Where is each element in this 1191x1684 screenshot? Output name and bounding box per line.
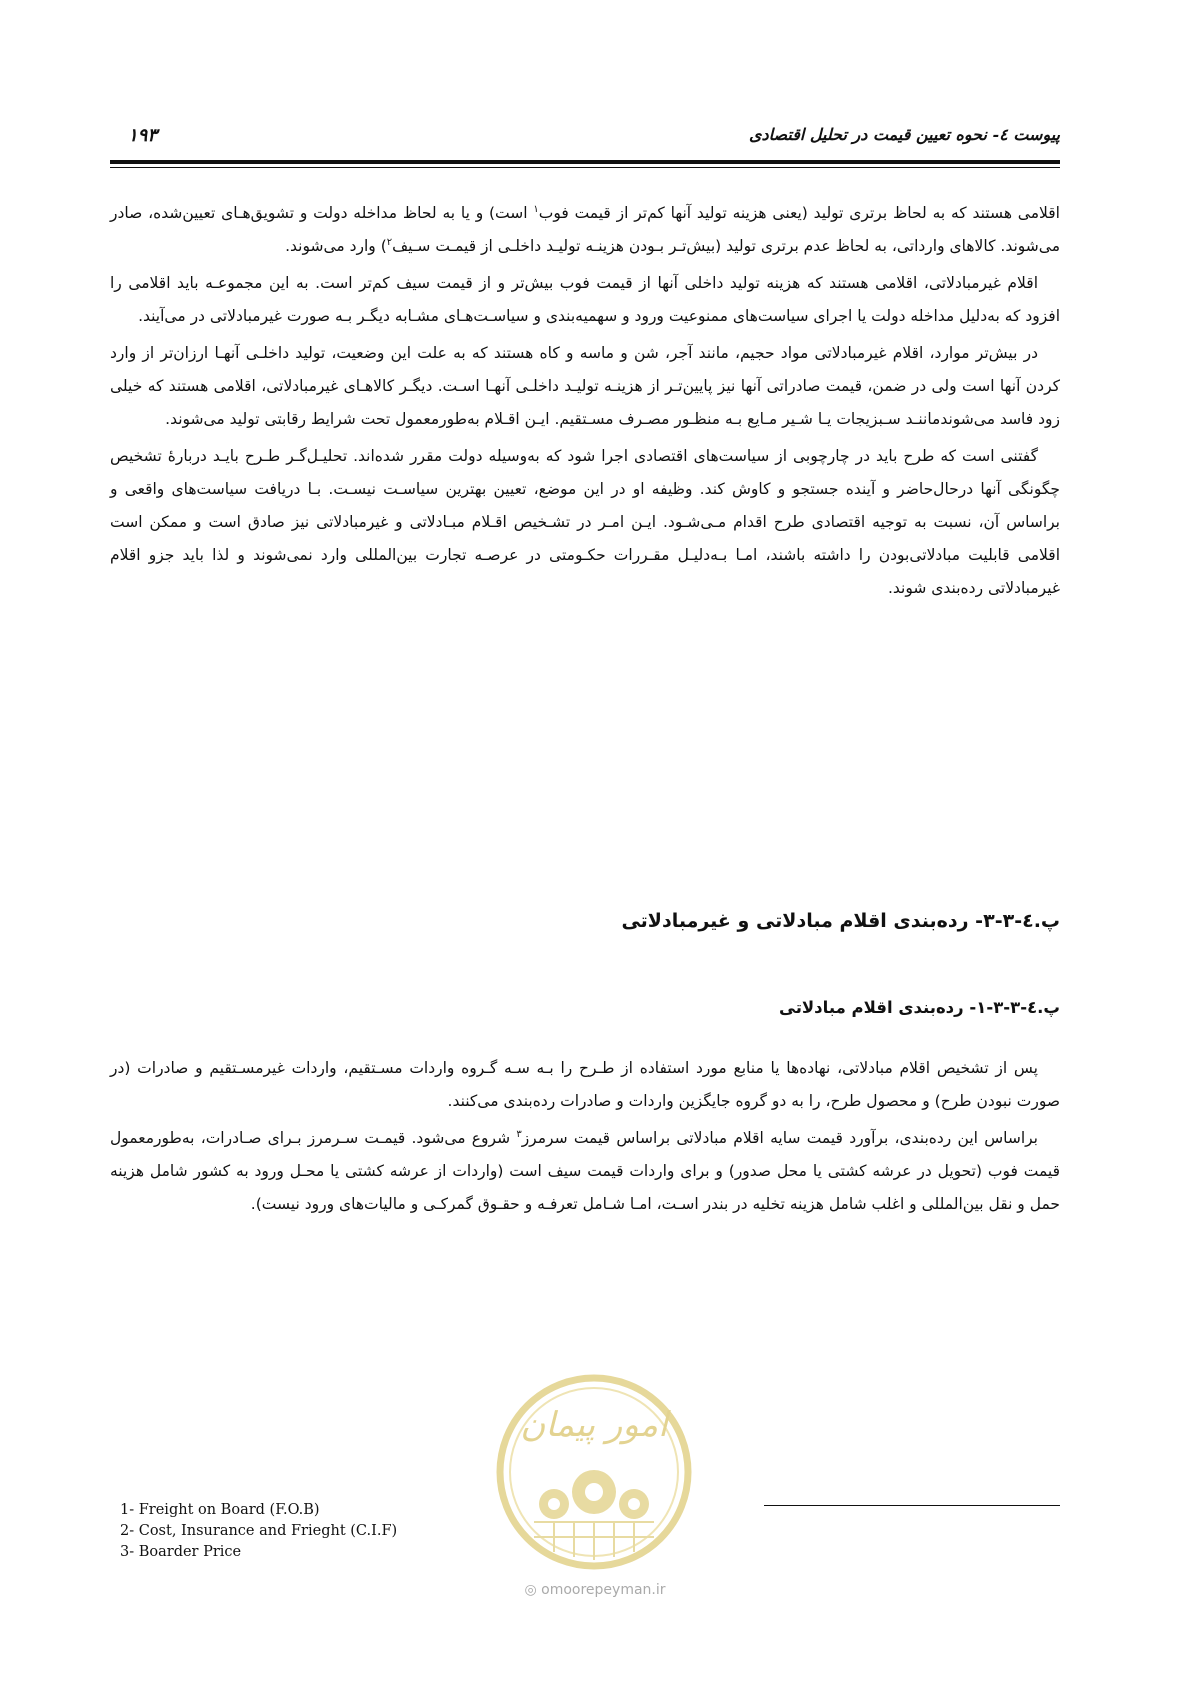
paragraph: گفتنی است که طرح باید در چارچوبی از سیاست‌های اقتصادی اجرا شود که به‌وسیله دولت مقرر شده‌اند. تحلیـل‌گـر طـرح بایـد دربارهٔ تشخیص چگونگی آنها درحال‌حاضر و آینده جستجو و کاوش کند. وظیفه او در این موضع، تعیین بهترین سیاسـت نیسـت. بـا دریافت سیاست‌های واقعی و براساس آن، نسبت به توجیه اقتصادی طرح اقدام مـی‌شـود. ایـن امـر در تشـخیص اقـلام مبـادلاتی و غیرمبادلاتی نیز صادق است و ممکن است اقلامی قابلیت مبادلاتی‌بودن را داشته باشند، امـا بـه‌دلیـل مقـررات حکـومتی در عرصـه تجارت بین‌المللی وارد نمی‌شوند و لذا باید جزو اقلام غیرمبادلاتی رده‌بندی شوند. bbox=[110, 447, 1060, 597]
footnote-ref: ۲ bbox=[386, 236, 393, 248]
paragraph: اقلامی هستند که به لحاظ برتری تولید (یعنی هزینه تولید آنها کم‌تر از قیمت فوب$^۱$ است) و یا به لحاظ مداخله دولت و تشویق‌هـای تعیین‌شده، صادر می‌شوند. کالاهای وارداتی، به لحاظ عدم برتری تولید (بیش‌تـر بـودن هزینـه تولیـد داخلـی از قیمـت سـیف$^۲$) وارد می‌شوند. bbox=[110, 203, 1060, 255]
footnote-ref: ۳ bbox=[516, 1128, 522, 1140]
page-header bbox=[110, 125, 1060, 155]
subsection-heading: پ.٤-۳-۳-۱- رده‌بندی اقلام مبادلاتی bbox=[779, 998, 1060, 1017]
footnote-rule bbox=[764, 1505, 1060, 1506]
footnote-item: 2- Cost, Insurance and Frieght (C.I.F) bbox=[120, 1523, 398, 1539]
paragraph: براساس این رده‌بندی، برآورد قیمت سایه اقلام مبادلاتی براساس قیمت سرمرز$^۳$ شروع می‌شود. قیمـت سـرمرز بـرای صـادرات، به‌طورمعمول قیمت فوب (تحویل در عرشه کشتی یا محل صدور) و برای واردات قیمت سیف است (واردات از عرشه کشتی یا محـل ورود به کشور شامل هزینه حمل و نقل بین‌المللی و اغلب شامل هزینه تخلیه در بندر اسـت، امـا شـامل تعرفـه و حقـوق گمرکـی و مالیات‌های ورود نیست). bbox=[110, 1128, 1060, 1213]
watermark-seal bbox=[494, 1372, 694, 1572]
footnote-ref: ۱ bbox=[533, 203, 539, 215]
paragraph: پس از تشخیص اقلام مبادلاتی، نهاده‌ها یا منابع مورد استفاده از طـرح را بـه سـه گـروه واردات مسـتقیم، واردات غیرمسـتقیم و صادرات (در صورت نبودن طرح) و محصول طرح، را به دو گروه جایگزین واردات و صادرات رده‌بندی می‌کنند. bbox=[110, 1059, 1060, 1110]
body-text-bottom bbox=[110, 1052, 1060, 1225]
watermark-caption: ◎ omoorepeyman.ir bbox=[524, 1582, 666, 1598]
footnote-item: 1- Freight on Board (F.O.B) bbox=[120, 1502, 320, 1518]
body-text-top bbox=[110, 197, 1060, 609]
footnotes bbox=[120, 1500, 397, 1563]
header-rule-thick bbox=[110, 160, 1060, 164]
page-number: ۱۹۳ bbox=[128, 125, 158, 146]
footnote-item: 3- Boarder Price bbox=[120, 1544, 242, 1560]
seal-logo-icon bbox=[494, 1372, 694, 1572]
running-title: پیوست ٤- نحوه تعیین قیمت در تحلیل اقتصادی bbox=[749, 125, 1060, 144]
paragraph: در بیش‌تر موارد، اقلام غیرمبادلاتی مواد حجیم، مانند آجر، شن و ماسه و کاه هستند که به علت این وضعیت، تولید داخلـی آنهـا ارزان‌تر از وارد کردن آنها است ولی در ضمن، قیمت صادراتی آنها نیز پایین‌تـر از هزینـه تولیـد داخلـی آنهـا اسـت. دیگـر کالاهـای غیرمبادلاتی، اقلامی هستند که خیلی زود فاسد می‌شوندماننـد سـبزیجات یـا شـیر مـایع بـه منظـور مصـرف مسـتقیم. ایـن اقـلام به‌طورمعمول تحت شرایط رقابتی تولید می‌شوند. bbox=[110, 344, 1060, 428]
header-rule-thin bbox=[110, 167, 1060, 168]
svg-text:امور پیمان: امور پیمان bbox=[520, 1405, 668, 1445]
section-heading: پ.٤-۳-۳- رده‌بندی اقلام مبادلاتی و غیرمبادلاتی bbox=[621, 910, 1060, 932]
paragraph: اقلام غیرمبادلاتی، اقلامی هستند که هزینه تولید داخلی آنها از قیمت فوب بیش‌تر و از قیمت سیف کم‌تر است. به این مجموعـه باید اقلامی را افزود که به‌دلیل مداخله دولت یا اجرای سیاست‌های ممنوعیت ورود و سهمیه‌بندی و سیاسـت‌هـای مشـابه دیگـر بـه صورت غیرمبادلاتی در می‌آیند. bbox=[110, 274, 1060, 325]
